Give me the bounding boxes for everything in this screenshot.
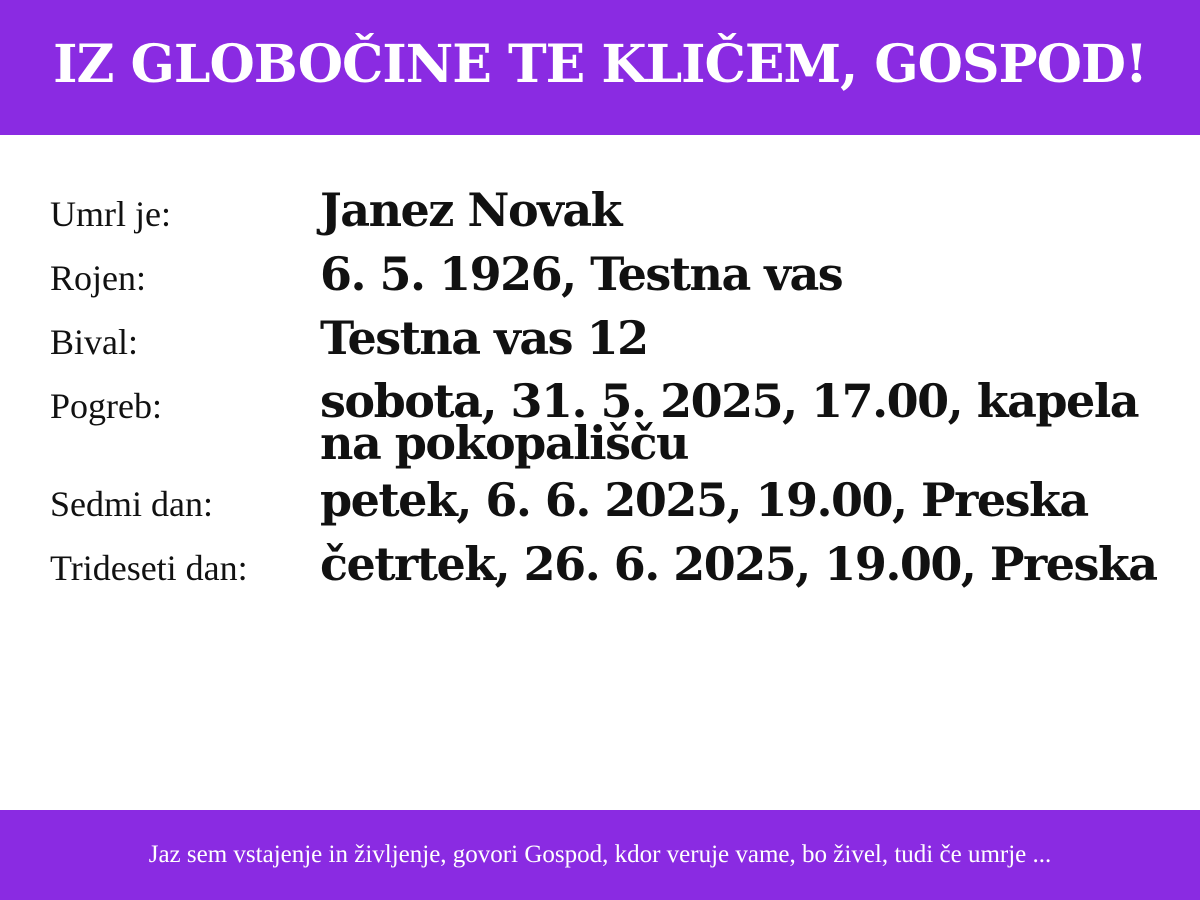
- detail-row-thirtieth-day: [50, 534, 1200, 598]
- header-banner: [0, 0, 1200, 135]
- deceased-name: Janez Novak: [320, 183, 622, 237]
- detail-row-residence: [50, 308, 1200, 372]
- obituary-details: [50, 180, 1200, 598]
- born-value: 6. 5. 1926, Testna vas: [320, 247, 843, 301]
- residence-value: Testna vas 12: [320, 311, 648, 365]
- footer-banner: [0, 810, 1200, 900]
- detail-row-seventh-day: [50, 470, 1200, 534]
- detail-row-funeral: [50, 372, 1200, 470]
- funeral-label: Pogreb:: [50, 386, 162, 426]
- detail-row-born: [50, 244, 1200, 308]
- deceased-label: Umrl je:: [50, 194, 171, 234]
- seventh-day-value: petek, 6. 6. 2025, 19.00, Preska: [320, 473, 1088, 527]
- residence-label: Bival:: [50, 322, 138, 362]
- detail-row-deceased: [50, 180, 1200, 244]
- funeral-value: sobota, 31. 5. 2025, 17.00, kapela na pokopališču: [320, 374, 1139, 470]
- seventh-day-label: Sedmi dan:: [50, 484, 213, 524]
- born-label: Rojen:: [50, 258, 146, 298]
- thirtieth-day-value: četrtek, 26. 6. 2025, 19.00, Preska: [320, 537, 1157, 591]
- footer-quote: Jaz sem vstajenje in življenje, govori Gospod, kdor veruje vame, bo živel, tudi če umrje ...: [148, 841, 1052, 868]
- thirtieth-day-label: Trideseti dan:: [50, 548, 248, 588]
- page-title: IZ GLOBOČINE TE KLIČEM, GOSPOD!: [53, 34, 1147, 95]
